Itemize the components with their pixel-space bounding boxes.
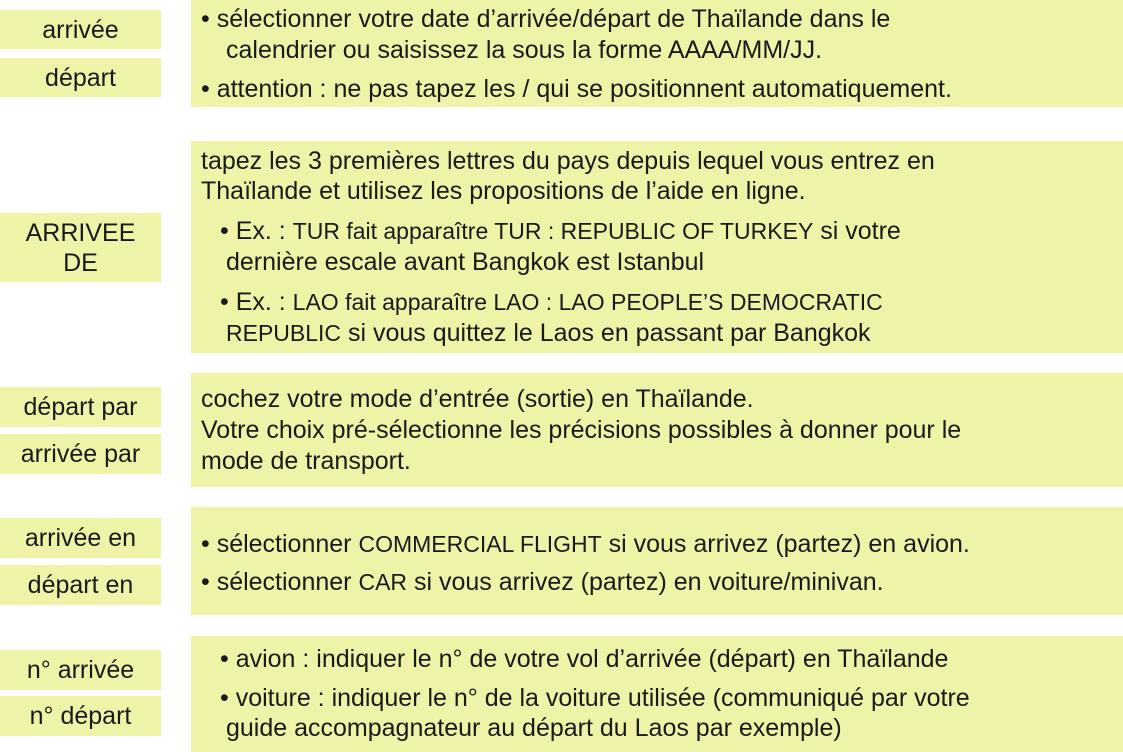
bullet-text: si vous arrivez (partez) en avion. [601, 530, 970, 558]
label-arrivee-de [0, 213, 161, 282]
text-line: Votre choix pré-sélectionne les précisions possibles à donner pour le [201, 416, 962, 444]
option-value: CAR [358, 569, 408, 595]
label-arrivee-en [0, 518, 161, 558]
example-prefix: • Ex. : [220, 288, 293, 316]
text-line: Thaïlande et utilisez les propositions de l’aide en ligne. [201, 177, 806, 205]
label-text: DE [63, 248, 98, 277]
bullet-text: • sélectionner [201, 568, 359, 596]
panel-mode [191, 373, 1123, 487]
text-line [220, 287, 883, 317]
text-line: dernière escale avant Bangkok est Istanbul [226, 248, 705, 276]
text-line: mode de transport. [201, 447, 411, 475]
text-line: tapez les 3 premières lettres du pays depuis lequel vous entrez en [201, 147, 935, 175]
label-text: arrivée par [20, 440, 141, 468]
panel-number [191, 636, 1123, 752]
text-line: guide accompagnateur au départ du Laos par exemple) [226, 714, 842, 742]
label-num-depart [0, 696, 161, 736]
label-depart-par [0, 387, 161, 427]
example-code: TUR fait apparaître TUR : REPUBLIC OF TURKEY [292, 218, 814, 244]
label-text: arrivée en [24, 524, 137, 552]
label-text: départ par [23, 393, 138, 421]
label-text: n° départ [29, 702, 132, 730]
text-line [226, 318, 871, 348]
text-line [201, 567, 884, 597]
panel-country [191, 141, 1123, 353]
text-line: • sélectionner votre date d’arrivée/départ de Thaïlande dans le [201, 5, 891, 33]
option-value: COMMERCIAL FLIGHT [358, 531, 602, 557]
label-text: n° arrivée [26, 656, 135, 684]
label-arrivee-par [0, 434, 161, 474]
example-suffix: si vous quittez le Laos en passant par Bangkok [341, 319, 871, 347]
example-code: LAO fait apparaître LAO : LAO PEOPLE’S DEMOCRATIC [292, 289, 883, 315]
text-line: • voiture : indiquer le n° de la voiture utilisée (communiqué par votre [220, 684, 970, 712]
text-line [201, 529, 970, 559]
example-code: REPUBLIC [226, 320, 342, 346]
label-arrivee [0, 10, 161, 49]
text-line: cochez votre mode d’entrée (sortie) en Thaïlande. [201, 385, 754, 413]
label-text: ARRIVEE [25, 218, 136, 247]
panel-dates [191, 0, 1123, 107]
label-text: départ [45, 63, 116, 92]
example-prefix: • Ex. : [220, 217, 293, 245]
label-depart-en [0, 565, 161, 605]
bullet-text: si vous arrivez (partez) en voiture/minivan. [407, 568, 884, 596]
label-num-arrivee [0, 650, 161, 690]
example-suffix: si votre [813, 217, 901, 245]
label-text: arrivée [42, 15, 119, 44]
text-line [220, 216, 901, 246]
text-line: • attention : ne pas tapez les / qui se positionnent automatiquement. [201, 75, 952, 103]
label-depart [0, 58, 161, 97]
bullet-text: • sélectionner [201, 530, 359, 558]
label-text: départ en [27, 571, 134, 599]
panel-transport [191, 507, 1123, 615]
text-line: • avion : indiquer le n° de votre vol d’arrivée (départ) en Thaïlande [220, 645, 949, 673]
text-line: calendrier ou saisissez la sous la forme AAAA/MM/JJ. [226, 36, 823, 64]
